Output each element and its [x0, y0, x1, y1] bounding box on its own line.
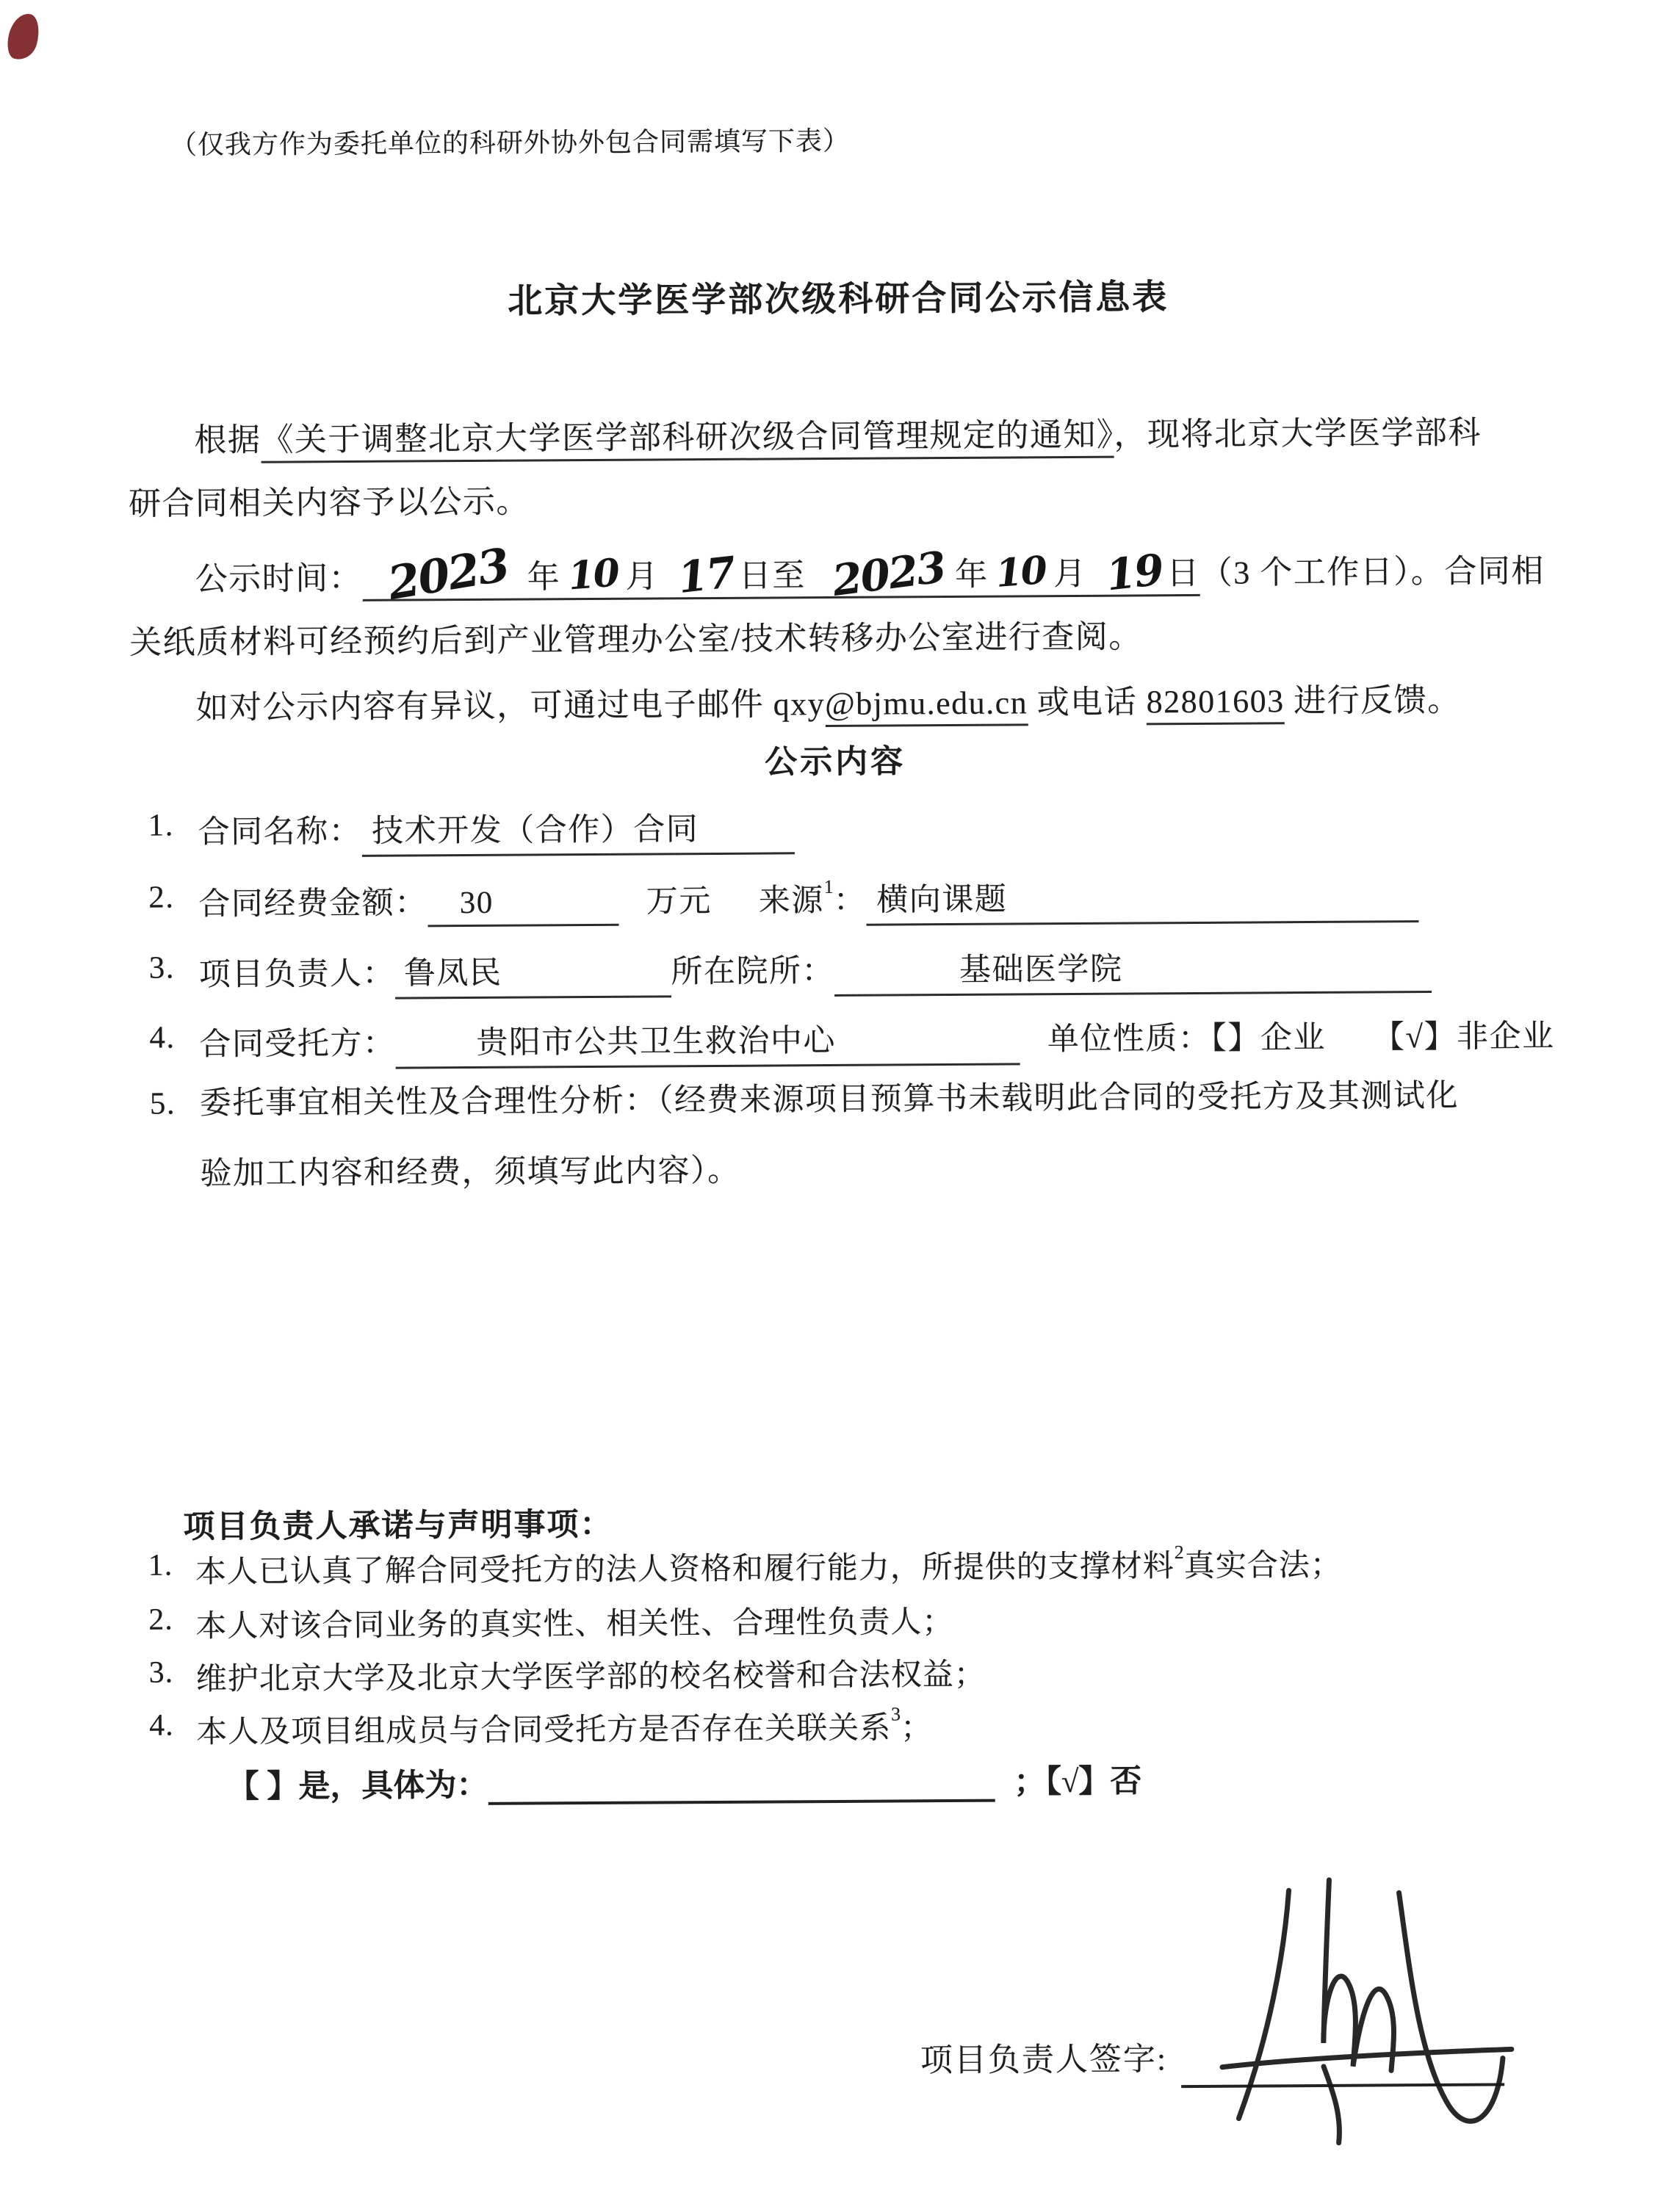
day-unit: 日	[1166, 554, 1200, 592]
year-unit-2: 年	[955, 556, 989, 593]
list-item-relevance-analysis	[149, 1060, 1581, 1210]
relation-checkbox-line	[227, 1756, 1141, 1807]
handwritten-start-year: 2023	[383, 538, 512, 611]
item-number: 4.	[149, 1020, 176, 1055]
party-value: 贵阳市公共卫生救治中心	[395, 1014, 1020, 1069]
publicity-time-line2: 关纸质材料可经预约后到产业管理办公室/技术转移办公室进行查阅。	[129, 618, 1142, 661]
declaration-4-tail: ；	[901, 1711, 933, 1746]
basis-prefix: 根据	[194, 422, 261, 459]
item-number: 1.	[148, 808, 175, 843]
declaration-item-3	[148, 1650, 986, 1699]
feedback-email-user: qxy	[773, 686, 826, 723]
footnote-3: 3	[890, 1703, 901, 1725]
publicity-date-range	[362, 538, 1200, 611]
section-heading: 公示内容	[764, 743, 906, 781]
pi-label: 项目负责人：	[198, 956, 396, 993]
paragraph-basis	[128, 402, 1482, 536]
item-number: 3.	[148, 1655, 174, 1690]
list-item-principal-investigator	[148, 942, 1432, 1000]
referenced-regulation-title: 《关于调整北京大学医学部科研次级合同管理规定的通知》	[261, 417, 1114, 463]
handwritten-start-day: 17	[675, 546, 737, 604]
amount-unit: 万元	[646, 883, 712, 919]
analysis-line1: 委托事宜相关性及合理性分析：（经费来源项目预算书未载明此合同的受托方及其测试化	[199, 1078, 1460, 1121]
item-number: 2.	[148, 880, 175, 915]
feedback-phone: 82801603	[1147, 683, 1285, 725]
institute-value: 基础医学院	[834, 942, 1432, 997]
party-label: 合同受托方：	[199, 1026, 396, 1063]
declaration-item-1	[148, 1541, 1343, 1592]
source-label: 来源	[758, 883, 824, 919]
institute-label: 所在院所：	[671, 953, 835, 990]
relation-detail-blank	[488, 1765, 995, 1805]
publicity-time-tail: （3 个工作日）。合同相	[1200, 553, 1545, 591]
list-item-contract-name	[148, 803, 794, 858]
paragraph-publicity-time	[129, 535, 1545, 675]
declaration-2-text: 本人对该合同业务的真实性、相关性、合理性负责人；	[195, 1605, 954, 1644]
feedback-tail: 进行反馈。	[1284, 682, 1461, 720]
day-to-label: 日至	[738, 557, 806, 594]
document-title: 北京大学医学部次级科研合同公示信息表	[508, 278, 1169, 321]
item-number: 5.	[149, 1086, 176, 1121]
checkbox-enterprise: 【】企业	[1211, 1020, 1327, 1056]
item-number: 4.	[148, 1708, 174, 1743]
paragraph-basis-line1	[128, 402, 1482, 473]
footnote-2: 2	[1174, 1541, 1184, 1564]
pi-value: 鲁凤民	[395, 947, 671, 999]
handwritten-end-year: 2023	[829, 541, 948, 607]
item-number: 3.	[148, 950, 176, 986]
top-note: （仅我方作为委托单位的科研外协外包合同需填写下表）	[170, 126, 851, 160]
list-item-contract-amount	[148, 872, 1418, 930]
declaration-3-text: 维护北京大学及北京大学医学部的校名校誉和合法权益；	[195, 1658, 986, 1697]
contract-name-value: 技术开发（合作）合同	[361, 803, 794, 857]
paragraph-feedback	[129, 669, 1461, 740]
item-number: 2.	[148, 1602, 173, 1637]
feedback-email-domain: @bjmu.edu.cn	[825, 684, 1028, 727]
source-value: 横向课题	[866, 872, 1418, 926]
contract-amount-value: 30	[428, 884, 618, 928]
declaration-heading: 项目负责人承诺与声明事项：	[183, 1507, 613, 1545]
declaration-4-text: 本人及项目组成员与合同受托方是否存在关联关系	[196, 1711, 892, 1750]
handwritten-start-month: 10	[566, 550, 620, 599]
analysis-line2: 验加工内容和经费，须填写此内容）。	[200, 1153, 740, 1192]
signature-label: 项目负责人签字:	[920, 2041, 1168, 2079]
paragraph-basis-line2: 研合同相关内容予以公示。	[128, 483, 530, 522]
handwritten-signature	[1178, 1873, 1525, 2169]
basis-mid: ，现将北京大学医学部科	[1114, 414, 1482, 453]
declaration-1-text: 本人已认真了解合同受托方的法人资格和履行能力，所提供的支撑材料	[195, 1550, 1175, 1590]
checkbox-non-enterprise: 【√】非企业	[1372, 1019, 1555, 1055]
contract-name-label: 合同名称：	[198, 814, 362, 850]
relation-separator: ；	[1014, 1765, 1046, 1800]
entity-type-label: 单位性质：	[1047, 1021, 1211, 1058]
month-unit: 月	[625, 558, 660, 595]
year-unit: 年	[527, 559, 561, 596]
declaration-item-4	[148, 1703, 933, 1752]
feedback-prefix: 如对公示内容有异议，可通过电子邮件	[195, 686, 773, 726]
declaration-1-tail: 真实合法；	[1183, 1548, 1343, 1584]
checkbox-no: 【√】否	[1045, 1764, 1142, 1800]
publicity-time-label: 公示时间：	[195, 560, 363, 598]
month-unit-2: 月	[1053, 555, 1087, 593]
footnote-1: 1	[823, 875, 834, 898]
handwritten-end-month: 10	[994, 547, 1048, 596]
feedback-mid: 或电话	[1028, 684, 1147, 721]
declaration-item-2	[148, 1597, 954, 1646]
publicity-time-line1	[129, 535, 1545, 612]
source-colon: ：	[833, 883, 867, 918]
item-number: 1.	[148, 1548, 173, 1583]
contract-amount-label: 合同经费金额：	[198, 886, 428, 922]
checkbox-yes: 【 】是，具体为：	[227, 1768, 488, 1805]
handwritten-end-day: 19	[1103, 544, 1166, 601]
